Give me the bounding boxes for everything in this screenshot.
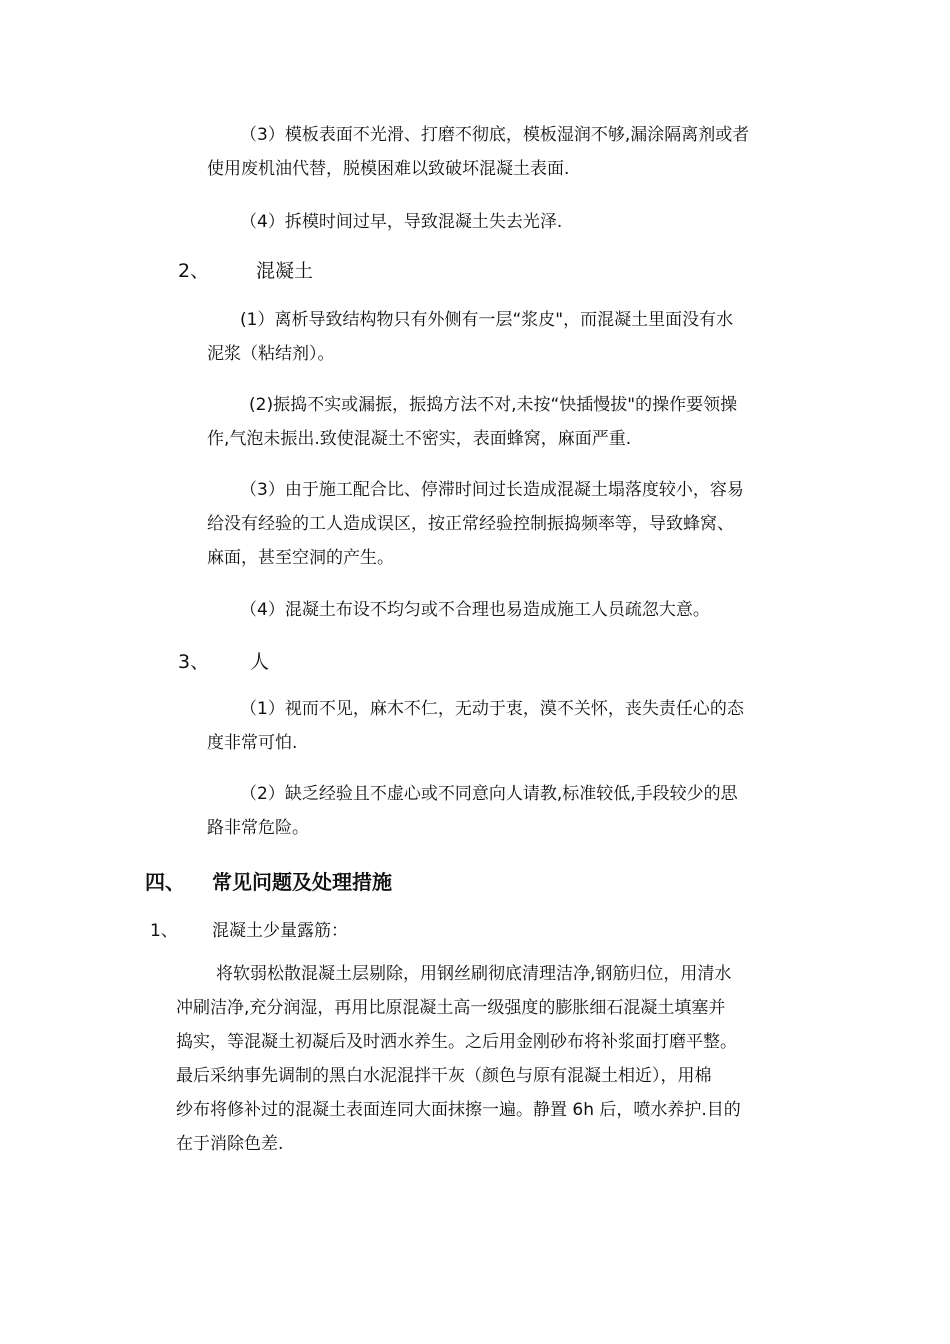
text-line: (1）离析导致结构物只有外侧有一层“浆皮"，而混凝土里面没有水 bbox=[240, 310, 734, 330]
concrete-item-1 bbox=[207, 303, 733, 371]
text-line: 纱布将修补过的混凝土表面连同大面抹擦一遍。静置 6h 后，喷水养护.目的 bbox=[176, 1100, 741, 1120]
formwork-item-3 bbox=[207, 118, 749, 186]
people-item-2 bbox=[207, 777, 738, 845]
text-line: (2)振捣不实或漏振，振捣方法不对,未按“快插慢拔"的操作要领操 bbox=[249, 395, 738, 415]
text-line: 最后采纳事先调制的黑白水泥混拌干灰（颜色与原有混凝土相近），用棉 bbox=[176, 1066, 712, 1086]
text-line: （3）由于施工配合比、停滞时间过长造成混凝土塌落度较小，容易 bbox=[240, 480, 744, 500]
text-line: （2）缺乏经验且不虚心或不同意向人请教,标准较低,手段较少的思 bbox=[240, 784, 738, 804]
heading-number: 1、 bbox=[150, 921, 178, 941]
text-line: 麻面，甚至空洞的产生。 bbox=[207, 548, 394, 568]
concrete-item-2 bbox=[207, 388, 737, 456]
text-line: 在于消除色差. bbox=[176, 1134, 284, 1154]
heading-title: 混凝土少量露筋： bbox=[212, 921, 348, 941]
formwork-item-4 bbox=[240, 205, 562, 239]
text-line: （3）模板表面不光滑、打磨不彻底，模板湿润不够,漏涂隔离剂或者 bbox=[240, 125, 750, 145]
heading-number: 四、 bbox=[145, 870, 185, 894]
text-line: （4）拆模时间过早，导致混凝土失去光泽. bbox=[240, 212, 563, 232]
text-line: 泥浆（粘结剂）。 bbox=[207, 344, 335, 364]
concrete-item-4 bbox=[240, 593, 710, 627]
concrete-item-3 bbox=[207, 473, 744, 575]
text-line: 冲刷洁净,充分润湿，再用比原混凝土高一级强度的膨胀细石混凝土填塞并 bbox=[176, 998, 726, 1018]
text-line: （1）视而不见，麻木不仁，无动于衷，漠不关怀，丧失责任心的态 bbox=[240, 699, 744, 719]
text-line: （4）混凝土布设不均匀或不合理也易造成施工人员疏忽大意。 bbox=[240, 600, 710, 620]
heading-number: 2、 bbox=[178, 260, 210, 282]
text-line: 路非常危险。 bbox=[207, 818, 309, 838]
heading-number: 3、 bbox=[178, 651, 210, 673]
exposed-rebar-body bbox=[176, 957, 741, 1161]
text-line: 将软弱松散混凝土层剔除，用钢丝刷彻底清理洁净,钢筋归位，用清水 bbox=[216, 964, 732, 984]
text-line: 使用废机油代替，脱模困难以致破坏混凝土表面. bbox=[207, 159, 570, 179]
heading-title: 混凝土 bbox=[256, 260, 314, 282]
text-line: 度非常可怕. bbox=[207, 733, 298, 753]
text-line: 捣实，等混凝土初凝后及时洒水养生。之后用金刚砂布将补浆面打磨平整。 bbox=[176, 1032, 737, 1052]
text-line: 作,气泡未振出.致使混凝土不密实，表面蜂窝，麻面严重. bbox=[207, 429, 632, 449]
text-line: 给没有经验的工人造成误区，按正常经验控制振捣频率等，导致蜂窝、 bbox=[207, 514, 734, 534]
heading-title: 人 bbox=[250, 651, 270, 673]
people-item-1 bbox=[207, 692, 744, 760]
heading-title: 常见问题及处理措施 bbox=[212, 870, 392, 894]
